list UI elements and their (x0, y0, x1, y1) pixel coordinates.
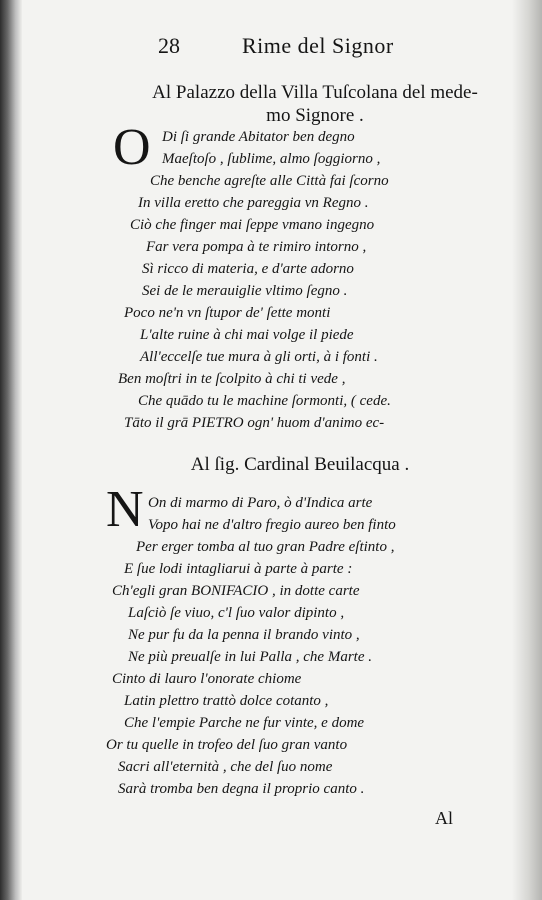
poem-line: Or tu quelle in trofeo del ſuo gran vanto (106, 737, 348, 753)
poem-line: Ch'egli gran BONIFACIO , in dotte carte (112, 583, 360, 599)
poem-line: Di ſi grande Abitator ben degno (162, 129, 355, 145)
catchword: Al (435, 808, 453, 828)
poem-line: Ben moſtri in te ſcolpito à chi ti vede , (118, 371, 346, 387)
poem-line: Ne più preualſe in lui Palla , che Marte . (128, 649, 372, 665)
heading-line: Al Palazzo della Villa Tuſcolana del mede- (152, 82, 478, 103)
poem-line: Cinto di lauro l'onorate chiome (112, 671, 302, 687)
poem-line: Sacri all'eternità , che del ſuo nome (118, 759, 333, 775)
poem-line: L'alte ruine à chi mai volge il piede (140, 327, 354, 343)
running-head (158, 33, 458, 63)
poem-line: Per erger tomba al tuo gran Padre eſtinto , (136, 539, 395, 555)
page-edge-shadow (512, 0, 542, 900)
poem-line: Latin plettro trattò dolce cotanto , (124, 693, 329, 709)
drop-capital: O (113, 119, 151, 176)
heading-line: mo Signore . (266, 105, 364, 126)
poem-line: In villa eretto che pareggia vn Regno . (138, 195, 369, 211)
poem-line: Che benche agreſte alle Città fai ſcorno (150, 173, 389, 189)
poem-line: Sarà tromba ben degna il proprio canto . (118, 781, 365, 797)
poem-line: Che l'empie Parche ne fur vinte, e dome (124, 715, 365, 731)
poem-line: Maeſtoſo , ſublime, almo ſoggiorno , (162, 151, 381, 167)
poem-line: Tāto il grā PIETRO ogn' huom d'animo ec- (124, 415, 385, 431)
poem-line: Vopo hai ne d'altro fregio aureo ben finto (148, 517, 396, 533)
poem-line: Sì ricco di materia, e d'arte adorno (142, 261, 354, 277)
poem-line: Ne pur fu da la penna il brando vinto , (128, 627, 360, 643)
poem-heading-villa-tuscolana (120, 81, 510, 127)
drop-capital: N (106, 481, 144, 538)
page-gutter-shadow (0, 0, 22, 900)
poem-line: On di marmo di Paro, ò d'Indica arte (148, 495, 373, 511)
running-title: Rime del Signor (242, 33, 394, 58)
page-number: 28 (158, 33, 180, 58)
poem-line: Sei de le merauiglie vltimo ſegno . (142, 283, 348, 299)
poem-line: Poco ne'n vn ſtupor de' ſette monti (124, 305, 331, 321)
poem-line: Laſciò ſe viuo, c'l ſuo valor dipinto , (128, 605, 345, 621)
poem-line: Che quādo tu le machine ſormonti, ( cede. (138, 393, 391, 409)
poem-line: All'eccelſe tue mura à gli orti, à i fonti . (140, 349, 378, 365)
poem-line: E ſue lodi intagliarui à parte à parte : (124, 561, 353, 577)
poem-line: Far vera pompa à te rimiro intorno , (146, 239, 367, 255)
poem-line: Ciò che finger mai ſeppe vmano ingegno (130, 217, 375, 233)
poem-heading-cardinal-beuilacqua: Al ſig. Cardinal Beuilacqua . (190, 454, 410, 475)
